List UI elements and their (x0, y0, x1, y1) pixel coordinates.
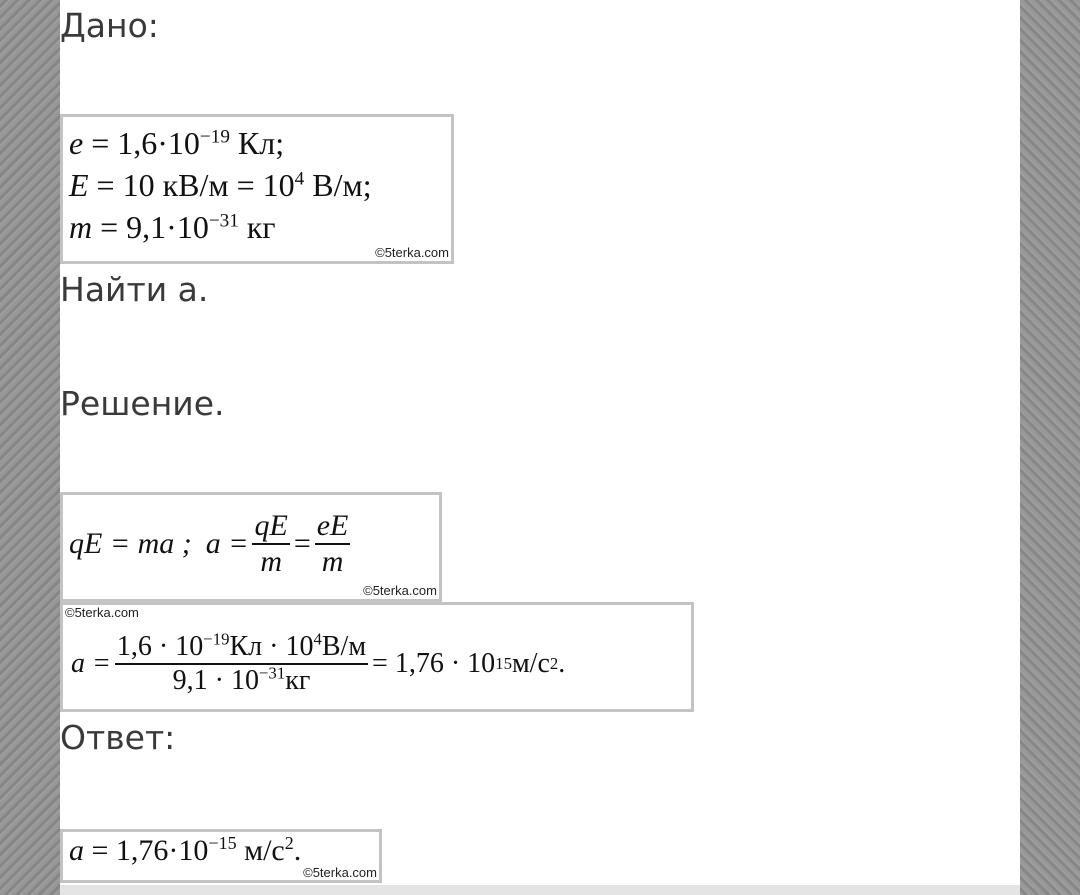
right-background (1020, 0, 1080, 895)
fraction-qe-over-m: $\frac{qE}{m}$ (254, 509, 288, 578)
given-line-charge: $e = 1,6\cdot 10^{-19}$ Кл; (69, 125, 285, 161)
calculation-fraction: $\frac{1,6 \cdot 10^{-19}Кл \cdot 10^4В/м}{9,1 \cdot 10^{-31}кг}$ (116, 629, 367, 696)
document-page (60, 0, 1020, 895)
heading-given: Дано: (60, 6, 159, 45)
given-line-field: E = 10 $кВ/м = 10^4$ В/м; (69, 167, 372, 203)
given-formula-box (60, 114, 454, 264)
calculation-box (60, 602, 694, 712)
fraction-ee-over-m: $\frac{eE}{m}$ (316, 509, 349, 578)
calculation-equation: a = $\frac{1,6 \cdot 10^{-19}Кл \cdot 10^4В/м}{9,1 \cdot 10^{-31}кг}$ = 1,76 · 10 15 м/с 2 . (71, 629, 566, 696)
watermark: ©5terka.com (363, 583, 437, 598)
answer-box (60, 829, 382, 883)
page-bottom-strip (60, 885, 1020, 895)
formula-box (60, 492, 442, 602)
formula-equation: qE = ma ; a = $\frac{qE}{m}$ = $\frac{eE}{m}$ (69, 509, 349, 578)
heading-find: Найти a. (60, 270, 209, 309)
given-line-mass: $m = 9,1\cdot 10^{-31}$ кг (69, 209, 276, 245)
heading-answer: Ответ: (60, 718, 176, 757)
watermark: ©5terka.com (65, 605, 139, 620)
heading-solution: Решение. (60, 384, 225, 423)
watermark: ©5terka.com (375, 245, 449, 260)
left-background (0, 0, 60, 895)
watermark: ©5terka.com (303, 865, 377, 880)
answer-line: $a = 1,76\cdot 10^{-15}$ $м/с^2$. (69, 833, 302, 867)
